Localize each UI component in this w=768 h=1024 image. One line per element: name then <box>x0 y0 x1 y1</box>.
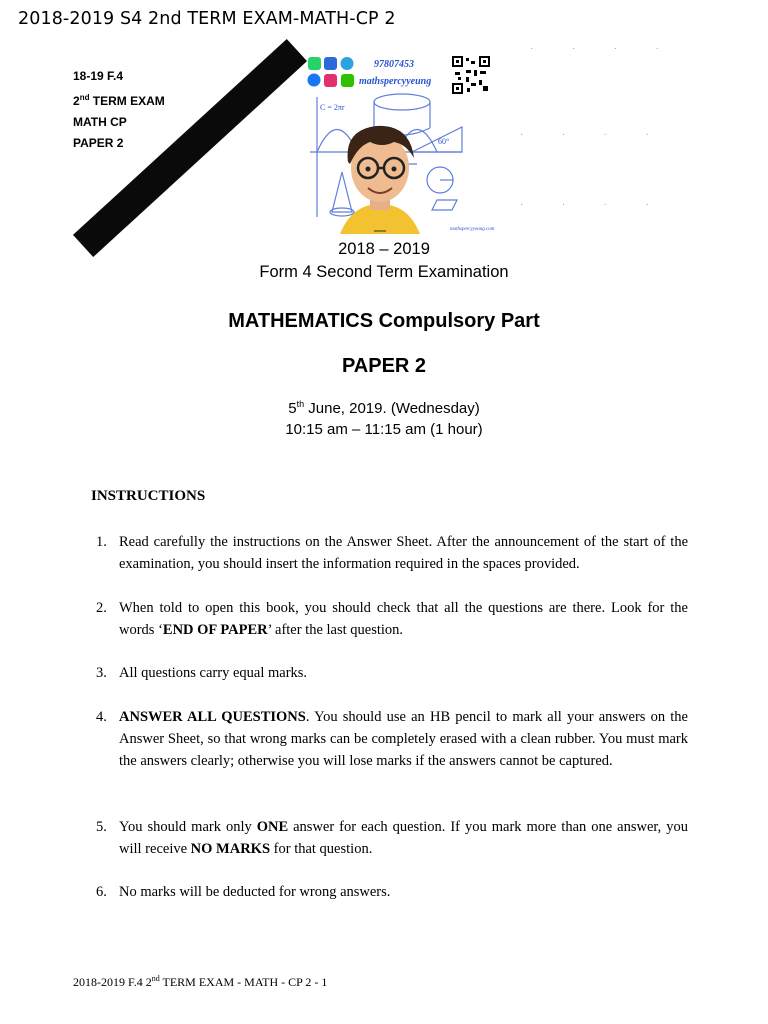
facebook-icon <box>308 74 321 87</box>
exam-time: 10:15 am – 11:15 am (1 hour) <box>285 421 483 438</box>
instagram-icon <box>324 74 337 87</box>
text-run: answer for each question. If you mark more than one answer, you will receive <box>119 819 689 857</box>
text-run: When told to open this book, you should check that all the questions are there. Look for the words ‘ <box>119 600 688 638</box>
emphasis-text: NO MARKS <box>190 841 271 857</box>
instruction-text <box>119 531 688 575</box>
decor-dots: · · · · <box>520 200 667 211</box>
emphasis-text: END OF PAPER <box>162 622 268 638</box>
label-line-4: PAPER 2 <box>73 136 124 150</box>
subject-title: MATHEMATICS Compulsory Part <box>228 310 540 332</box>
formula-label: C = 2πr <box>320 103 345 112</box>
angle-label: 60° <box>438 137 450 146</box>
exam-name: Form 4 Second Term Examination <box>259 263 509 281</box>
instruction-text <box>119 662 688 684</box>
text-run: for that question. <box>270 841 373 857</box>
decor-dots: · · · · <box>530 44 677 55</box>
paper-title: PAPER 2 <box>341 355 427 377</box>
phone-number: 97807453 <box>374 59 414 70</box>
signal-icon <box>324 57 337 70</box>
text-run: . You should use an HB pencil to mark all your answers on the Answer Sheet, so that wrong marks can be completely erased with a clean rubber. You must mark the answers clearly; otherwise you will lose marks if the answers cannot be captured. <box>119 709 688 769</box>
instruction-item: 4. ANSWER ALL QUESTIONS. You should use an HB pencil to mark all your answers on the Answer Sheet, so that wrong marks can be completely erased with a clean rubber. You must mark the answers clearly; otherwise you will lose marks if the answers cannot be captured. <box>96 706 688 772</box>
logo-illustration <box>232 52 532 237</box>
wechat-icon <box>341 74 354 87</box>
decor-dots: · · · · <box>520 130 667 141</box>
instruction-item: 2. When told to open this book, you should check that all the questions are there. Look for the words ‘END OF PAPER’ after the last question. <box>96 597 688 641</box>
instructions-heading: INSTRUCTIONS <box>91 488 206 504</box>
handle-text: mathspercyyeung <box>359 76 432 87</box>
text-run: You should mark only <box>119 819 257 835</box>
author-logo <box>232 52 532 237</box>
page-footer: 2018-2019 F.4 2nd TERM EXAM - MATH - CP 2 - 1 <box>73 974 328 989</box>
document-header: 2018-2019 S4 2nd TERM EXAM-MATH-CP 2 <box>18 9 396 29</box>
website-text: mathspercyyeung.com <box>450 227 495 232</box>
exam-date: 5th June, 2019. (Wednesday) <box>288 399 480 417</box>
instruction-item: 5. You should mark only ONE answer for each question. If you mark more than one answer, you will receive NO MARKS for that question. <box>96 816 688 860</box>
label-line-3: MATH CP <box>73 115 127 129</box>
instruction-item: 1. Read carefully the instructions on the Answer Sheet. After the announcement of the start of the examination, you should insert the information required in the spaces provided. <box>96 531 688 575</box>
text-run: No marks will be deducted for wrong answers. <box>119 884 391 900</box>
instruction-text <box>119 816 688 860</box>
avatar <box>340 126 420 234</box>
emphasis-text: ANSWER ALL QUESTIONS <box>119 709 306 725</box>
instruction-item: 3. All questions carry equal marks. <box>96 662 688 684</box>
text-run: All questions carry equal marks. <box>119 665 308 681</box>
instruction-text <box>119 597 688 641</box>
instruction-item: 6. No marks will be deducted for wrong answers. <box>96 881 688 903</box>
label-line-2: 2nd TERM EXAM <box>73 93 165 108</box>
emphasis-text: ONE <box>256 819 289 835</box>
mc-ribbon-label: MC <box>147 122 175 150</box>
academic-year: 2018 – 2019 <box>338 240 430 258</box>
telegram-icon <box>341 57 354 70</box>
qr-code-icon <box>452 56 490 94</box>
instruction-text <box>119 706 688 772</box>
whatsapp-icon <box>308 57 321 70</box>
instruction-text <box>119 881 688 903</box>
text-run: ’ after the last question. <box>267 622 404 638</box>
label-line-1: 18-19 F.4 <box>73 69 124 83</box>
text-run: Read carefully the instructions on the Answer Sheet. After the announcement of the start of the examination, you should insert the information required in the spaces provided. <box>119 534 688 572</box>
